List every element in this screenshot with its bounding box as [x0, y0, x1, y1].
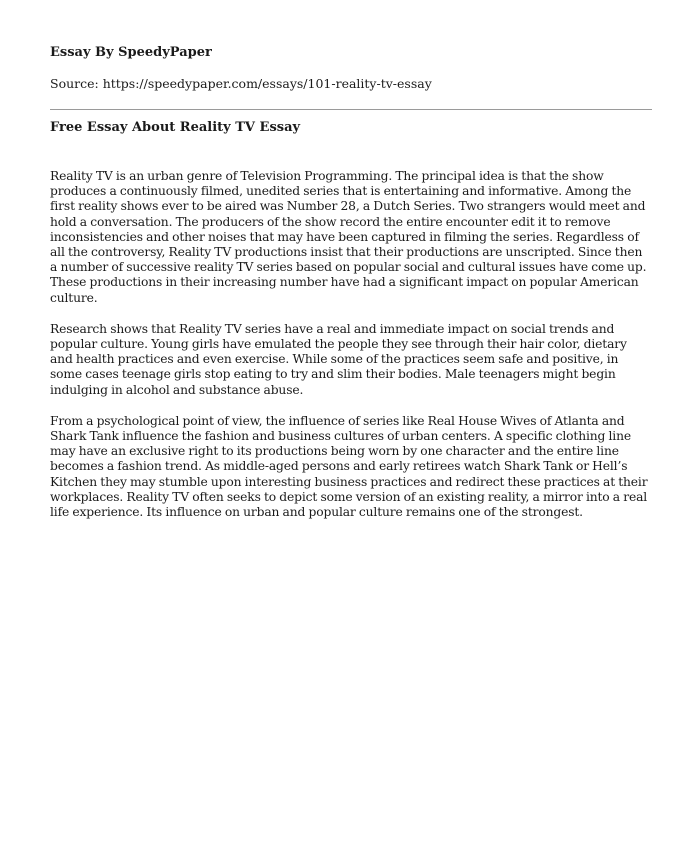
essay-paragraph-3: From a psychological point of view, the influence of series like Real House Wives of Atlanta and Shark Tank influence the fashion and business cultures of urban centers. A specific clothing line may have an exclusive right to its productions being worn by one character and the entire line becomes a fashion trend. As middle-aged persons and early retirees watch Shark Tank or Hell’s Kitchen they may stumble upon interesting business practices and redirect these practices at their workplaces. Reality TV often seeks to depict some version of an existing reality, a mirror into a real life experience. Its influence on urban and popular culture remains one of the strongest.	[50, 413, 648, 520]
source-line: Source: https://speedypaper.com/essays/101-reality-tv-essay	[50, 76, 432, 91]
essay-paragraph-1: Reality TV is an urban genre of Television Programming. The principal idea is that the show produces a continuously filmed, unedited series that is entertaining and informative. Among the first reality shows ever to be aired was Number 28, a Dutch Series. Two strangers would meet and hold a conversation. The producers of the show record the entire encounter edit it to remove inconsistencies and other noises that may have been captured in filming the series. Regardless of all the controversy, Reality TV productions insist that their productions are unscripted. Since then a number of successive reality TV series based on popular social and cultural issues have come up. These productions in their increasing number have had a significant impact on popular American culture.	[50, 169, 647, 305]
header-divider	[50, 109, 652, 110]
essay-title: Free Essay About Reality TV Essay	[50, 120, 301, 135]
essay-body	[50, 169, 652, 536]
document-header	[50, 44, 652, 92]
essay-paragraph-2: Research shows that Reality TV series have a real and immediate impact on social trends and popular culture. Young girls have emulated the people they see through their hair color, dietary and health practices and even exercise. While some of the practices seem safe and positive, in some cases teenage girls stop eating to try and slim their bodies. Male teenagers might begin indulging in alcohol and substance abuse.	[50, 321, 627, 397]
essay-author-line: Essay By SpeedyPaper	[50, 45, 212, 60]
